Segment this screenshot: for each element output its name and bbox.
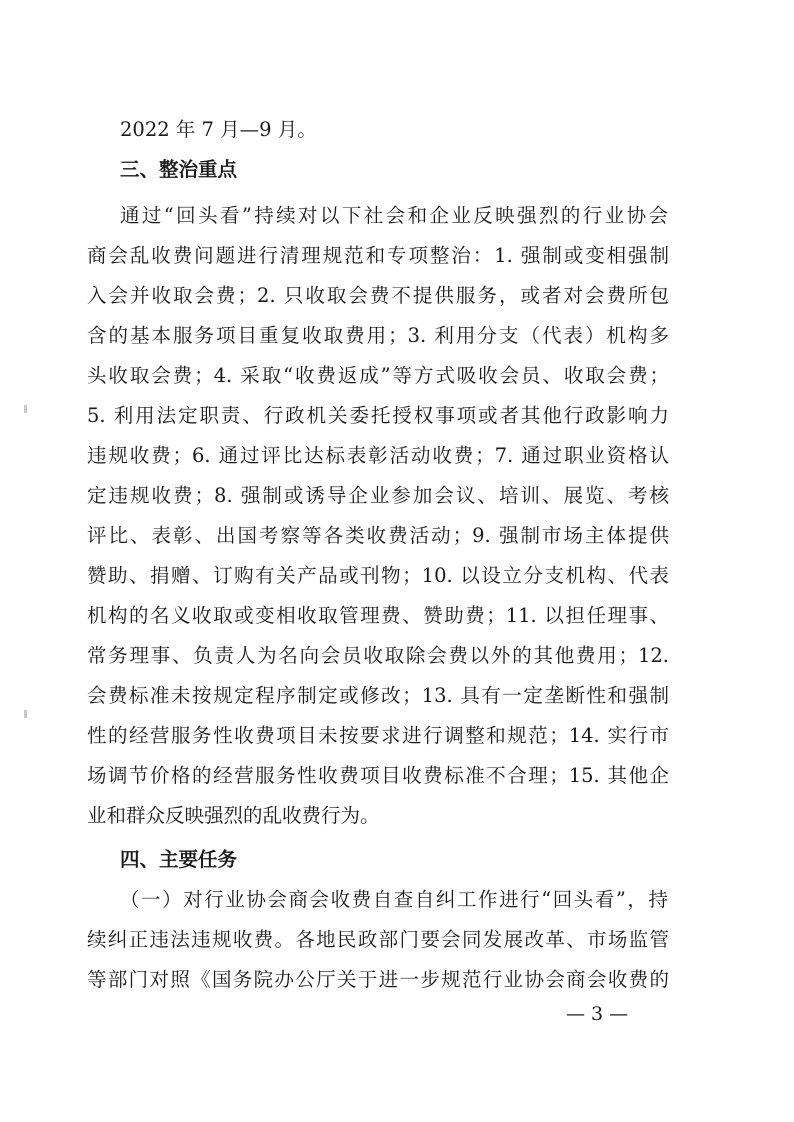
- text-line-17: 场调节价格的经营服务性收费项目收费标准不合理；15. 其他企: [87, 764, 669, 787]
- text-line-11: 评比、表彰、出国考察等各类收费活动；9. 强制市场主体提供: [87, 524, 669, 547]
- text-line-13: 机构的名义收取或变相收取管理费、赞助费；11. 以担任理事、: [87, 604, 669, 627]
- binding-mark-bottom: [24, 710, 27, 718]
- text-line-3: 通过“回头看”持续对以下社会和企业反映强烈的行业协会: [120, 204, 668, 227]
- section-heading-3: 三、整治重点: [120, 158, 238, 181]
- text-line-5: 入会并收取会费；2. 只收取会费不提供服务，或者对会费所包: [87, 284, 669, 307]
- text-line-12: 赞助、捐赠、订购有关产品或刊物；10. 以设立分支机构、代表: [87, 564, 669, 587]
- page-number: — 3 —: [566, 1003, 629, 1025]
- text-line-15: 会费标准未按规定程序制定或修改；13. 具有一定垄断性和强制: [87, 684, 669, 707]
- text-line-10: 定违规收费；8. 强制或诱导企业参加会议、培训、展览、考核: [87, 484, 669, 507]
- text-line-1: 2022 年 7 月—9 月。: [120, 118, 317, 141]
- text-line-20: （一）对行业协会商会收费自查自纠工作进行“回头看”，持: [120, 888, 668, 911]
- text-line-22: 等部门对照《国务院办公厅关于进一步规范行业协会商会收费的: [87, 968, 669, 991]
- text-line-14: 常务理事、负责人为名向会员收取除会费以外的其他费用；12.: [87, 644, 669, 667]
- text-line-6: 含的基本服务项目重复收取费用；3. 利用分支（代表）机构多: [87, 324, 669, 347]
- text-line-9: 违规收费；6. 通过评比达标表彰活动收费；7. 通过职业资格认: [87, 444, 669, 467]
- text-line-16: 性的经营服务性收费项目未按要求进行调整和规范；14. 实行市: [87, 724, 669, 747]
- section-heading-4: 四、主要任务: [120, 848, 238, 871]
- text-line-18: 业和群众反映强烈的乱收费行为。: [87, 804, 380, 827]
- text-line-4: 商会乱收费问题进行清理规范和专项整治：1. 强制或变相强制: [87, 244, 669, 267]
- text-line-21: 续纠正违法违规收费。各地民政部门要会同发展改革、市场监管: [87, 928, 669, 951]
- text-line-8: 5. 利用法定职责、行政机关委托授权事项或者其他行政影响力: [87, 404, 669, 427]
- binding-mark-top: [24, 405, 27, 413]
- text-line-7: 头收取会费；4. 采取“收费返成”等方式吸收会员、收取会费；: [87, 364, 669, 387]
